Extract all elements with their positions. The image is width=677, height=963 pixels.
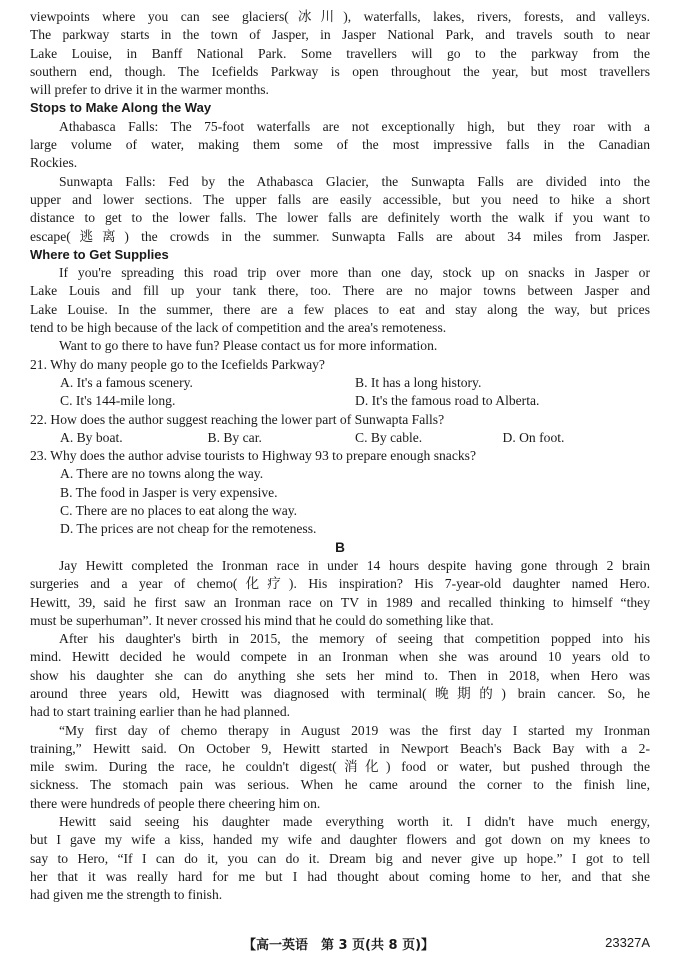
passage-b-text-line: her that it was really hard for me but I had thought about coming home to her, and that she bbox=[30, 868, 650, 884]
passage-a-text-line: Athabasca Falls: The 75-foot waterfalls are not exceptionally high, but they roar with a bbox=[59, 118, 650, 134]
answer-option: C. By cable. bbox=[355, 429, 423, 445]
passage-b-text-line: surgeries and a year of chemo(化疗). His inspiration? His 7-year-old daughter named Hero. bbox=[30, 576, 650, 592]
answer-option: C. It's 144-mile long. bbox=[60, 393, 176, 409]
passage-a-text-line: will prefer to drive it in the warmer months. bbox=[30, 82, 269, 98]
passage-b-text-line: mind. Hewitt decided he would compete in an Ironman when she was around 10 years old to bbox=[30, 649, 650, 665]
page-footer bbox=[0, 934, 677, 954]
answer-option: A. By boat. bbox=[60, 429, 123, 445]
passage-a-text-line: Lake Louis and fill up your tank there, too. There are no major towns between Jasper and bbox=[30, 283, 650, 299]
passage-b-text-line: there were hundreds of people there cheering him on. bbox=[30, 795, 321, 811]
answer-option: B. It has a long history. bbox=[355, 374, 482, 390]
option-row bbox=[30, 392, 650, 410]
answer-option: A. There are no towns along the way. bbox=[60, 466, 264, 482]
passage-a-text-line: The parkway starts in the town of Jasper, in Jasper National Park, and travels south to near bbox=[30, 27, 650, 43]
passage-a-text-line: escape(逃离) the crowds in the summer. Sunwapta Falls are about 34 miles from Jasper. bbox=[30, 228, 650, 244]
passage-a-text-line: distance to get to the lower falls. The lower falls are definitely worth the walk if you want to bbox=[30, 210, 650, 226]
passage-b-text-line: but I gave my wife a kiss, handed my wife and daughter flowers and got down on my knees to bbox=[30, 832, 650, 848]
answer-option: D. The prices are not cheap for the remoteness. bbox=[60, 521, 317, 537]
option-row bbox=[30, 374, 650, 392]
passage-b-text-line: training,” Hewitt said. On October 9, Hewitt started in Newport Beach's Back Bay with a 2- bbox=[30, 740, 650, 756]
passage-a-text-line: tend to be high because of the lack of competition and the area's remoteness. bbox=[30, 320, 447, 336]
document-page bbox=[30, 8, 650, 905]
footer-exam-code: 23327A bbox=[605, 935, 650, 950]
passage-a-text-line: southern end, though. The Icefields Parkway is open throughout the year, but most travellers bbox=[30, 63, 650, 79]
passage-b-text-line: mile swim. During the race, he couldn't digest(消化) food or water, but pushed through the bbox=[30, 759, 650, 775]
passage-a-subheading: Stops to Make Along the Way bbox=[30, 100, 212, 116]
question-stem: 22. How does the author suggest reaching the lower part of Sunwapta Falls? bbox=[30, 411, 445, 427]
passage-a-text-line: upper and lower sections. The upper falls are easily accessible, but you need to hike a short bbox=[30, 191, 650, 207]
passage-a-subheading: Where to Get Supplies bbox=[30, 246, 169, 262]
answer-option: B. By car. bbox=[207, 429, 262, 445]
answer-option: B. The food in Jasper is very expensive. bbox=[60, 484, 278, 500]
section-heading-b: B bbox=[335, 539, 345, 555]
answer-option: D. It's the famous road to Alberta. bbox=[355, 393, 540, 409]
passage-b-text-line: Hewitt, 39, said he first saw an Ironman race on TV in 1989 and recalled thinking to himself “they bbox=[30, 594, 650, 610]
passage-a-text-line: Want to go there to have fun? Please contact us for more information. bbox=[59, 338, 438, 354]
footer-page-info: 【高一英语 第 3 页(共 8 页)】 bbox=[242, 938, 435, 953]
option-row bbox=[30, 429, 650, 447]
passage-b-text-line: Jay Hewitt completed the Ironman race in under 14 hours despite having gone through 2 brain bbox=[59, 557, 650, 573]
passage-b-text-line: show his daughter she can do anything she sets her mind to. Then in 2018, when Hero was bbox=[30, 667, 650, 683]
passage-a bbox=[30, 8, 650, 356]
question-stem: 21. Why do many people go to the Icefields Parkway? bbox=[30, 356, 325, 372]
passage-a-text-line: If you're spreading this road trip over more than one day, stock up on snacks in Jasper or bbox=[59, 265, 650, 281]
passage-b-text-line: around three years old, Hewitt was diagnosed with terminal(晚期的) brain cancer. So, he bbox=[30, 685, 650, 701]
passage-a-text-line: Lake Louise, in Banff National Park. Some travellers will go to the parkway from the bbox=[30, 45, 650, 61]
answer-option: C. There are no places to eat along the way. bbox=[60, 503, 298, 519]
passage-a-text-line: Rockies. bbox=[30, 155, 78, 171]
passage-b-text-line: Hewitt said seeing his daughter made everything worth it. I didn't have much energy, bbox=[59, 814, 650, 830]
passage-a-text-line: Sunwapta Falls: Fed by the Athabasca Glacier, the Sunwapta Falls are divided into the bbox=[59, 173, 650, 189]
passage-b-text-line: After his daughter's birth in 2015, the memory of seeing that competition popped into his bbox=[59, 631, 650, 647]
passage-b-text-line: sickness. The stomach pain was serious. When he came around the corner to the finish line, bbox=[30, 777, 650, 793]
passage-b-text-line: say to Hero, “If I can do it, you can do it. Dream big and never give up hope.” I got to tell bbox=[30, 850, 650, 866]
question-stem: 23. Why does the author advise tourists to Highway 93 to prepare enough snacks? bbox=[30, 448, 476, 464]
passage-a-text-line: large volume of water, making them some of the most impressive falls in the Canadian bbox=[30, 137, 650, 153]
passage-b-text-line: must be superhuman”. It never crossed his mind that he could do something like that. bbox=[30, 612, 494, 628]
passage-a-text-line: viewpoints where you can see glaciers(冰川), waterfalls, lakes, rivers, forests, and valleys. bbox=[30, 9, 650, 24]
question-block bbox=[30, 356, 650, 539]
passage-b bbox=[30, 557, 650, 905]
passage-a-text-line: Lake Louise. In the summer, there are a few places to eat and stay along the way, but prices bbox=[30, 301, 650, 317]
passage-b-text-line: had given me the strength to finish. bbox=[30, 887, 223, 903]
answer-option: D. On foot. bbox=[502, 429, 565, 445]
passage-b-text-line: had to start training earlier than he had planned. bbox=[30, 704, 291, 720]
passage-b-text-line: “My first day of chemo therapy in August 2019 was the first day I started my Ironman bbox=[59, 722, 650, 738]
answer-option: A. It's a famous scenery. bbox=[60, 374, 193, 390]
